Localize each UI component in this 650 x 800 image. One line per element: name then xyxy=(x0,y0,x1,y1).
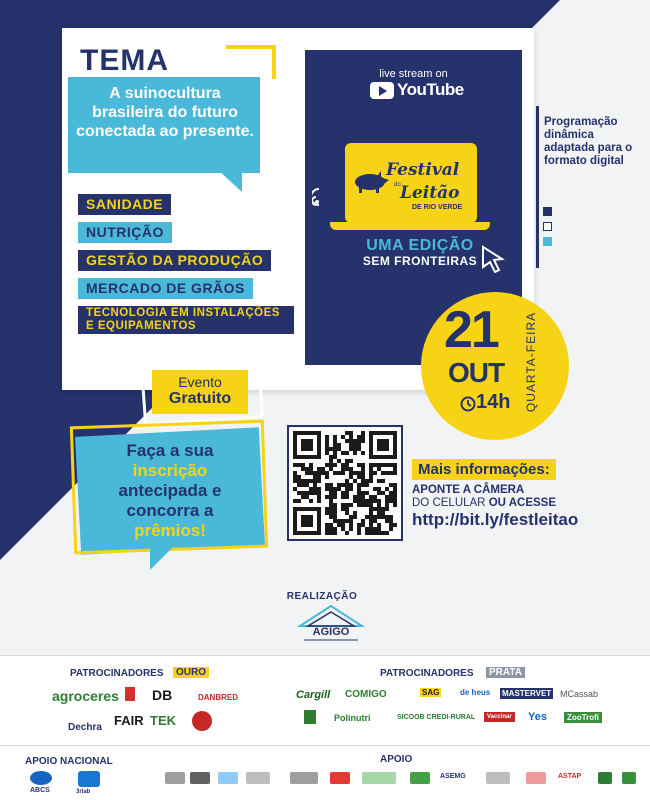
youtube-icon xyxy=(370,82,394,99)
agigo-logo xyxy=(296,604,366,644)
prata-label: PATROCINADORES xyxy=(380,668,474,679)
logo-yes: Yes xyxy=(528,711,547,723)
apoio-label: APOIO xyxy=(380,754,413,765)
festival-title-line2: Leitão xyxy=(400,183,460,203)
edicao-line1: UMA EDIÇÃO xyxy=(366,237,474,254)
apoio-logo xyxy=(190,772,210,784)
logo-dechra: Dechra xyxy=(68,722,102,733)
logo-agroceres: agroceres xyxy=(52,688,119,704)
prata-tag: PRATA xyxy=(486,667,525,678)
apoio-logo xyxy=(290,772,318,784)
logo-fair: FAIR xyxy=(114,713,144,728)
evento-line2: Gratuito xyxy=(168,390,232,407)
apoio-logo xyxy=(410,772,430,784)
logo-comigo: COMIGO xyxy=(345,689,387,700)
apoio-logo xyxy=(526,772,546,784)
apoio-nacional-label: APOIO NACIONAL xyxy=(25,756,113,767)
logo-red-mark xyxy=(125,687,135,701)
logo-abcs: ABCS xyxy=(30,787,50,794)
side-note-bar xyxy=(536,106,539,268)
youtube-text: YouTube xyxy=(397,80,464,99)
festival-subtitle: DE RIO VERDE xyxy=(412,204,463,211)
apoio-logo xyxy=(362,772,396,784)
logo-red-circle xyxy=(192,711,212,731)
info-line2: DO CELULAR OU ACESSE xyxy=(412,497,556,509)
svg-text:AGIGO: AGIGO xyxy=(312,626,350,638)
apoio-logo xyxy=(486,772,510,784)
tema-text: A suinocultura brasileira do futuro conectada ao presente. xyxy=(76,85,254,140)
logo-3rlab-mark xyxy=(78,771,100,787)
logo-asemg: ASEMG xyxy=(440,773,466,780)
logo-mastervet: MASTERVET xyxy=(502,689,552,698)
logo-vaccinar: Vaccinar xyxy=(484,712,515,722)
apoio-logo xyxy=(165,772,185,784)
info-line1: APONTE A CÂMERA xyxy=(412,484,525,496)
stream-label: live stream on xyxy=(379,68,448,80)
square-cyan xyxy=(543,237,552,246)
tema-title: TEMA xyxy=(80,44,169,77)
apoio-logo xyxy=(622,772,636,784)
logo-sag: SAG xyxy=(422,688,440,697)
logo-tek: TEK xyxy=(150,713,176,728)
logo-sicoob: SICOOB CREDI-RURAL xyxy=(397,714,476,721)
tema-bubble-tail xyxy=(218,170,242,192)
realizacao-label: REALIZAÇÃO xyxy=(286,591,358,602)
logo-danbred: DANBRED xyxy=(198,693,238,702)
square-white xyxy=(543,222,552,231)
wifi-icon xyxy=(312,185,332,207)
ouro-label: PATROCINADORES xyxy=(70,668,164,679)
pig-icon xyxy=(350,170,390,194)
logo-green-mark xyxy=(304,710,316,724)
inscricao-text: Faça a sua inscrição antecipada e concorra a prêmios! xyxy=(118,441,222,540)
logo-astap: ASTAP xyxy=(558,773,582,780)
evento-line1: Evento xyxy=(178,374,222,390)
ouro-tag: OURO xyxy=(173,667,209,678)
date-hour: 14h xyxy=(476,391,511,413)
logo-mcassab: MCassab xyxy=(560,689,599,699)
youtube-logo xyxy=(370,80,464,100)
topic-tecnologia: TECNOLOGIA EM INSTALAÇÕES E EQUIPAMENTOS xyxy=(78,306,294,334)
logo-cargill: Cargill xyxy=(296,689,331,701)
logo-deheus: de heus xyxy=(460,688,491,697)
laptop-base xyxy=(330,222,490,230)
date-day: 21 xyxy=(444,301,498,359)
apoio-logo xyxy=(218,772,238,784)
logo-3rlab: 3rlab xyxy=(76,789,91,795)
cursor-icon xyxy=(480,245,506,273)
festival-do: do xyxy=(394,182,401,188)
qr-code[interactable] xyxy=(293,431,397,535)
logo-polinutri: Polinutri xyxy=(334,713,371,723)
logo-abcs-mark xyxy=(30,771,52,785)
edicao-line2: SEM FRONTEIRAS xyxy=(362,254,478,268)
inscricao-bubble-tail xyxy=(150,548,172,570)
apoio-logo xyxy=(330,772,350,784)
date-weekday: QUARTA-FEIRA xyxy=(524,311,538,413)
decorative-corner xyxy=(226,45,276,79)
square-navy xyxy=(543,207,552,216)
side-note: Programação dinâmica adaptada para o formato digital xyxy=(544,116,633,167)
festival-title-line1: Festival xyxy=(386,160,460,180)
topic-gestao: GESTÃO DA PRODUÇÃO xyxy=(78,250,271,271)
apoio-logo xyxy=(246,772,270,784)
logo-zootrofi: ZooTrofi xyxy=(564,712,602,723)
topic-sanidade: SANIDADE xyxy=(78,194,171,215)
topic-mercado: MERCADO DE GRÃOS xyxy=(78,278,253,299)
logo-db: DB xyxy=(152,687,173,703)
topic-nutricao: NUTRIÇÃO xyxy=(78,222,172,243)
apoio-logo xyxy=(598,772,612,784)
date-month: OUT xyxy=(448,357,505,388)
clock-icon xyxy=(460,396,476,412)
info-link[interactable]: http://bit.ly/festleitao xyxy=(412,510,579,529)
info-title: Mais informações: xyxy=(412,459,556,480)
